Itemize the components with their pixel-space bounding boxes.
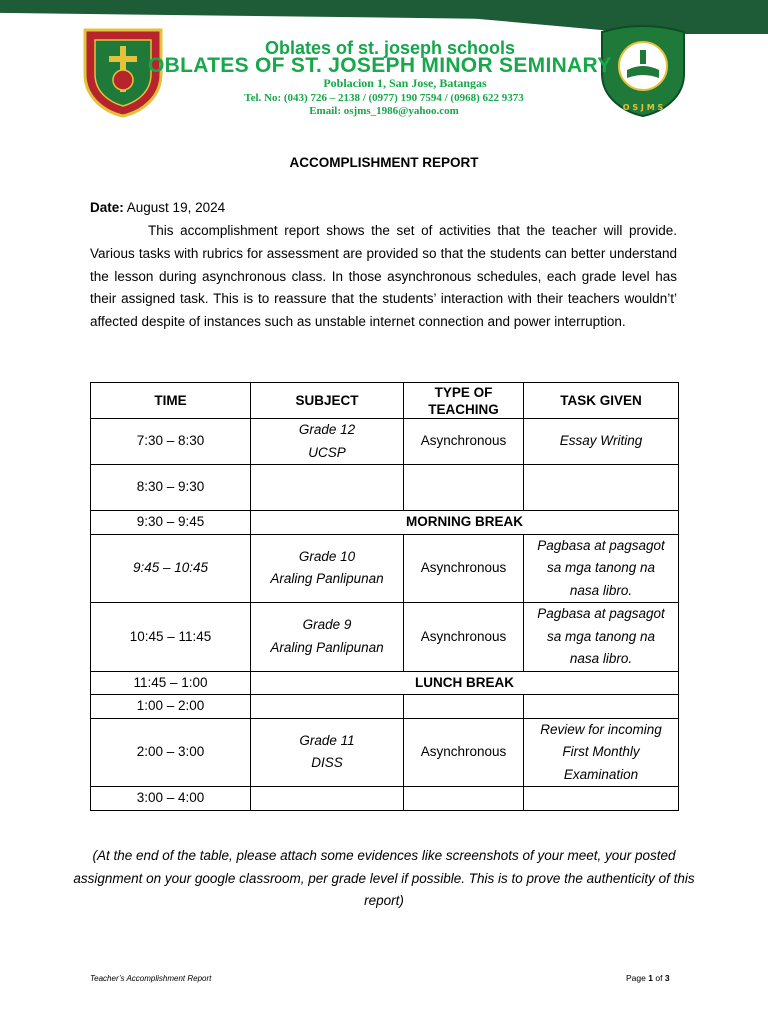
type-cell <box>404 787 524 811</box>
subject-cell: Grade 12 UCSP <box>251 419 404 465</box>
time-cell: 2:00 – 3:00 <box>91 718 251 787</box>
table-row <box>91 787 679 811</box>
subject-cell <box>251 787 404 811</box>
subject-cell <box>251 695 404 719</box>
task-cell: Review for incoming First Monthly Examination <box>524 718 679 787</box>
table-row <box>91 718 679 787</box>
col-header-type: TYPE OF TEACHING <box>404 383 524 419</box>
schedule-table <box>90 382 679 811</box>
date-label: Date: <box>90 200 124 215</box>
table-row <box>91 419 679 465</box>
subject-cell <box>251 465 404 511</box>
task-cell: Pagbasa at pagsagot sa mga tanong na nasa libro. <box>524 534 679 603</box>
subject-cell: Grade 11 DISS <box>251 718 404 787</box>
table-row <box>91 534 679 603</box>
table-row-break <box>91 511 679 535</box>
org-address: Poblacion 1, San Jose, Batangas <box>323 79 487 89</box>
type-cell: Asynchronous <box>404 718 524 787</box>
time-cell: 9:30 – 9:45 <box>91 511 251 535</box>
type-cell: Asynchronous <box>404 603 524 672</box>
subject-cell: Grade 10 Araling Panlipunan <box>251 534 404 603</box>
type-cell: Asynchronous <box>404 534 524 603</box>
task-cell <box>524 787 679 811</box>
table-row <box>91 465 679 511</box>
type-cell <box>404 465 524 511</box>
table-header-row <box>91 383 679 419</box>
time-cell: 3:00 – 4:00 <box>91 787 251 811</box>
table-row <box>91 603 679 672</box>
subject-cell: Grade 9 Araling Panlipunan <box>251 603 404 672</box>
footer-title: Teacher’s Accomplishment Report <box>90 974 212 983</box>
time-cell: 11:45 – 1:00 <box>91 671 251 695</box>
type-cell <box>404 695 524 719</box>
col-header-time: TIME <box>91 383 251 419</box>
page-number: Page 1 of 3 <box>626 973 670 983</box>
svg-text:O S J M S: O S J M S <box>622 103 664 112</box>
time-cell: 1:00 – 2:00 <box>91 695 251 719</box>
type-cell: Asynchronous <box>404 419 524 465</box>
task-cell <box>524 465 679 511</box>
task-cell: Essay Writing <box>524 419 679 465</box>
report-title: ACCOMPLISHMENT REPORT <box>289 155 479 170</box>
org-email: Email: osjms_1986@yahoo.com <box>309 105 459 117</box>
report-date <box>90 200 225 215</box>
col-header-subject: SUBJECT <box>251 383 404 419</box>
time-cell: 8:30 – 9:30 <box>91 465 251 511</box>
org-name: OBLATES OF ST. JOSEPH MINOR SEMINARY <box>148 54 612 77</box>
org-telephone: Tel. No: (043) 726 – 2138 / (0977) 190 7594 / (0968) 622 9373 <box>244 92 524 104</box>
col-header-task: TASK GIVEN <box>524 383 679 419</box>
time-cell: 10:45 – 11:45 <box>91 603 251 672</box>
task-cell <box>524 695 679 719</box>
date-value: August 19, 2024 <box>126 200 226 215</box>
morning-break-cell: MORNING BREAK <box>251 511 679 535</box>
closing-note: (At the end of the table, please attach some evidences like screenshots of your meet, your posted assignment on your google classroom, per grade level if possible. This is to prove the authenticity of this report) <box>73 848 695 908</box>
task-cell: Pagbasa at pagsagot sa mga tanong na nasa libro. <box>524 603 679 672</box>
time-cell: 9:45 – 10:45 <box>91 534 251 603</box>
intro-paragraph: This accomplishment report shows the set of activities that the teacher will provide. Various tasks with rubrics for assessment are provided so that the students can better understand the lesson during asynchronous class. In those asynchronous schedules, each grade level has their assigned task. This is to reassure that the students’ interaction with their teachers wouldn’t’ affected despite of instances such as unstable internet connection and power interruption. <box>90 223 677 330</box>
table-row-break <box>91 671 679 695</box>
lunch-break-cell: LUNCH BREAK <box>251 671 679 695</box>
time-cell: 7:30 – 8:30 <box>91 419 251 465</box>
table-row <box>91 695 679 719</box>
org-subtitle: Oblates of st. joseph schools <box>264 38 516 58</box>
